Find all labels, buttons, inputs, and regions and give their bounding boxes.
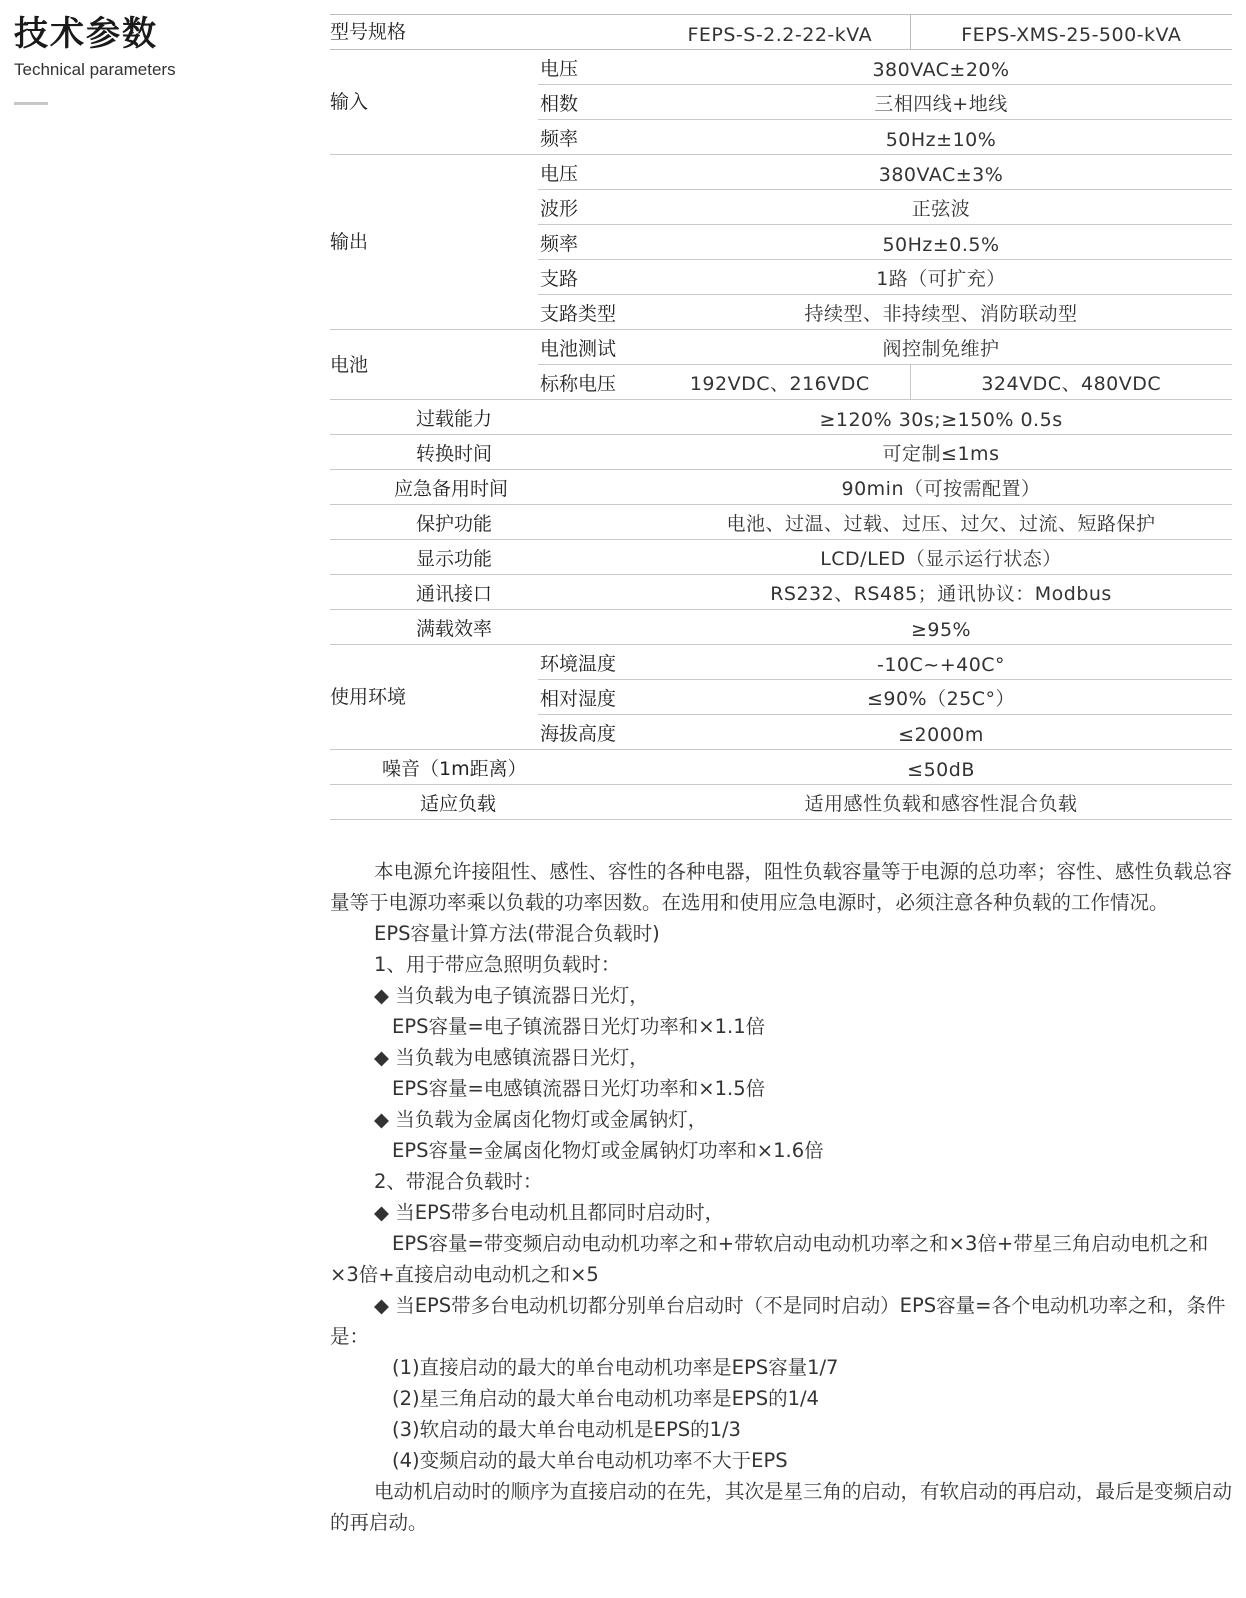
efficiency-value: ≥95% (650, 610, 1232, 645)
intro-paragraph: 本电源允许接阻性、感性、容性的各种电器，阻性负载容量等于电源的总功率；容性、感性负载总容量等于电源功率乘以负载的功率因数。在选用和使用应急电源时，必须注意各种负载的工作情况。 (330, 860, 1233, 914)
output-branch-type-label: 支路类型 (538, 295, 650, 330)
backup-time-value: 90min（可按需配置） (650, 470, 1232, 505)
table-row (330, 470, 1232, 505)
section-subtitle: Technical parameters (14, 60, 176, 79)
env-label: 使用环境 (330, 645, 538, 750)
model-a: FEPS-S-2.2-22-kVA (650, 15, 910, 50)
case2-a: ◆ 当EPS带多台电动机且都同时启动时， (374, 1201, 725, 1224)
case2-a-formula: EPS容量=带变频启动电动机功率之和+带软启动电动机功率之和×3倍+带星三角启动电机之和×3倍+直接启动电动机之和×5 (330, 1232, 1209, 1286)
switch-time-value: 可定制≤1ms (650, 435, 1232, 470)
overload-value: ≥120% 30s;≥150% 0.5s (650, 400, 1232, 435)
backup-time-label: 应急备用时间 (330, 470, 650, 505)
table-row (330, 50, 1232, 85)
env-altitude-label: 海拔高度 (538, 715, 650, 750)
title-underline-bar (14, 102, 48, 105)
protection-label: 保护功能 (330, 505, 650, 540)
battery-label: 电池 (330, 330, 538, 400)
overload-label: 过载能力 (330, 400, 650, 435)
output-frequency-label: 频率 (538, 225, 650, 260)
input-label: 输入 (330, 50, 538, 155)
load-label: 适应负载 (330, 785, 650, 820)
section-title: 技术参数 (14, 14, 158, 54)
spec-table (330, 14, 1232, 820)
output-branch-value: 1路（可扩充） (650, 260, 1232, 295)
input-phase-value: 三相四线+地线 (650, 85, 1232, 120)
case1-b: ◆ 当负载为电感镇流器日光灯， (374, 1046, 649, 1069)
env-altitude-value: ≤2000m (650, 715, 1232, 750)
input-frequency-label: 频率 (538, 120, 650, 155)
protection-value: 电池、过温、过载、过压、过欠、过流、短路保护 (650, 505, 1232, 540)
description-text (330, 856, 1234, 1538)
table-row (330, 155, 1232, 190)
env-humidity-label: 相对湿度 (538, 680, 650, 715)
env-humidity-value: ≤90%（25C°） (650, 680, 1232, 715)
env-temp-value: -10C~+40C° (650, 645, 1232, 680)
table-row (330, 645, 1232, 680)
output-waveform-value: 正弦波 (650, 190, 1232, 225)
input-voltage-label: 电压 (538, 50, 650, 85)
comm-label: 通讯接口 (330, 575, 650, 610)
battery-voltage-a: 192VDC、216VDC (650, 365, 910, 400)
noise-value: ≤50dB (650, 750, 1232, 785)
case1-c: ◆ 当负载为金属卤化物灯或金属钠灯， (374, 1108, 708, 1131)
battery-voltage-label: 标称电压 (538, 365, 650, 400)
condition-2: (2)星三角启动的最大单台电动机功率是EPS的1/4 (392, 1387, 819, 1410)
condition-3: (3)软启动的最大单台电动机是EPS的1/3 (392, 1418, 741, 1441)
battery-test-label: 电池测试 (538, 330, 650, 365)
battery-test-value: 阀控制免维护 (650, 330, 1232, 365)
battery-voltage-b: 324VDC、480VDC (910, 365, 1232, 400)
condition-1: (1)直接启动的最大的单台电动机功率是EPS容量1/7 (392, 1356, 839, 1379)
comm-value: RS232、RS485；通讯协议：Modbus (650, 575, 1232, 610)
case1-a-formula: EPS容量=电子镇流器日光灯功率和×1.1倍 (392, 1015, 766, 1038)
table-row (330, 400, 1232, 435)
case1-a: ◆ 当负载为电子镇流器日光灯， (374, 984, 649, 1007)
case1-title: 1、用于带应急照明负载时： (374, 953, 621, 976)
display-value: LCD/LED（显示运行状态） (650, 540, 1232, 575)
load-value: 适用感性负载和感容性混合负载 (650, 785, 1232, 820)
switch-time-label: 转换时间 (330, 435, 650, 470)
side-heading (14, 14, 176, 105)
display-label: 显示功能 (330, 540, 650, 575)
input-phase-label: 相数 (538, 85, 650, 120)
output-frequency-value: 50Hz±0.5% (650, 225, 1232, 260)
input-frequency-value: 50Hz±10% (650, 120, 1232, 155)
table-row (330, 575, 1232, 610)
case1-c-formula: EPS容量=金属卤化物灯或金属钠灯功率和×1.6倍 (392, 1139, 824, 1162)
output-branch-label: 支路 (538, 260, 650, 295)
case2-title: 2、带混合负载时： (374, 1170, 543, 1193)
closing-paragraph: 电动机启动时的顺序为直接启动的在先，其次是星三角的启动，有软启动的再启动，最后是变频启动的再启动。 (330, 1480, 1233, 1534)
input-voltage-value: 380VAC±20% (650, 50, 1232, 85)
model-label: 型号规格 (330, 15, 650, 50)
output-label: 输出 (330, 155, 538, 330)
output-branch-type-value: 持续型、非持续型、消防联动型 (650, 295, 1232, 330)
condition-4: (4)变频启动的最大单台电动机功率不大于EPS (392, 1449, 788, 1472)
output-waveform-label: 波形 (538, 190, 650, 225)
env-temp-label: 环境温度 (538, 645, 650, 680)
table-row (330, 330, 1232, 365)
output-voltage-label: 电压 (538, 155, 650, 190)
table-row (330, 785, 1232, 820)
spec-header-row (330, 15, 1232, 50)
case2-b: ◆ 当EPS带多台电动机切都分别单台启动时（不是同时启动）EPS容量=各个电动机功率之和，条件是： (330, 1294, 1226, 1348)
table-row (330, 540, 1232, 575)
table-row (330, 750, 1232, 785)
method-title: EPS容量计算方法(带混合负载时) (374, 922, 660, 945)
table-row (330, 435, 1232, 470)
case1-b-formula: EPS容量=电感镇流器日光灯功率和×1.5倍 (392, 1077, 766, 1100)
efficiency-label: 满载效率 (330, 610, 650, 645)
noise-label: 噪音（1m距离） (330, 750, 650, 785)
table-row (330, 505, 1232, 540)
table-row (330, 610, 1232, 645)
model-b: FEPS-XMS-25-500-kVA (910, 15, 1232, 50)
output-voltage-value: 380VAC±3% (650, 155, 1232, 190)
